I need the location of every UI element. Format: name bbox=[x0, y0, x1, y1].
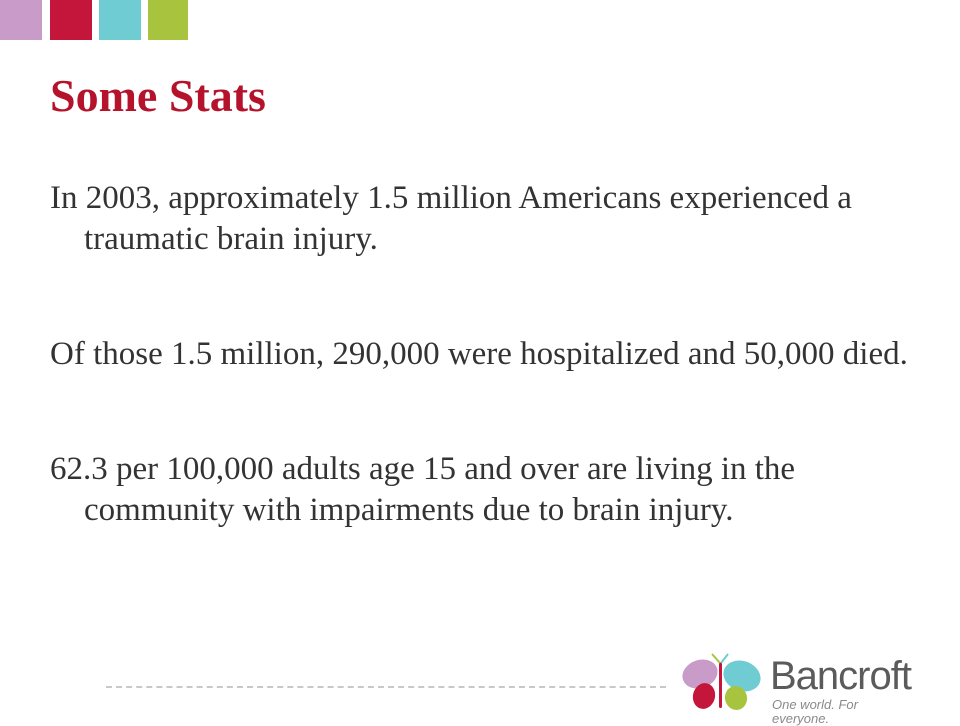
slide-body bbox=[50, 178, 920, 605]
red-square bbox=[50, 0, 92, 40]
stat-paragraph: 62.3 per 100,000 adults age 15 and over are living in the community with impairments due to brain injury. bbox=[50, 451, 796, 528]
slide-title: Some Stats bbox=[50, 70, 266, 121]
lime-square bbox=[148, 0, 188, 40]
lavender-square bbox=[0, 0, 42, 40]
stat-paragraph: In 2003, approximately 1.5 million Americans experienced a traumatic brain injury. bbox=[50, 180, 852, 257]
logo-name: Bancroft bbox=[770, 654, 911, 698]
logo-tagline: One world. For everyone. bbox=[772, 697, 858, 726]
bancroft-logo bbox=[678, 652, 918, 726]
footer-divider bbox=[106, 686, 666, 688]
butterfly-icon bbox=[678, 652, 764, 716]
stat-paragraph: Of those 1.5 million, 290,000 were hospitalized and 50,000 died. bbox=[50, 336, 908, 372]
teal-square bbox=[99, 0, 141, 40]
